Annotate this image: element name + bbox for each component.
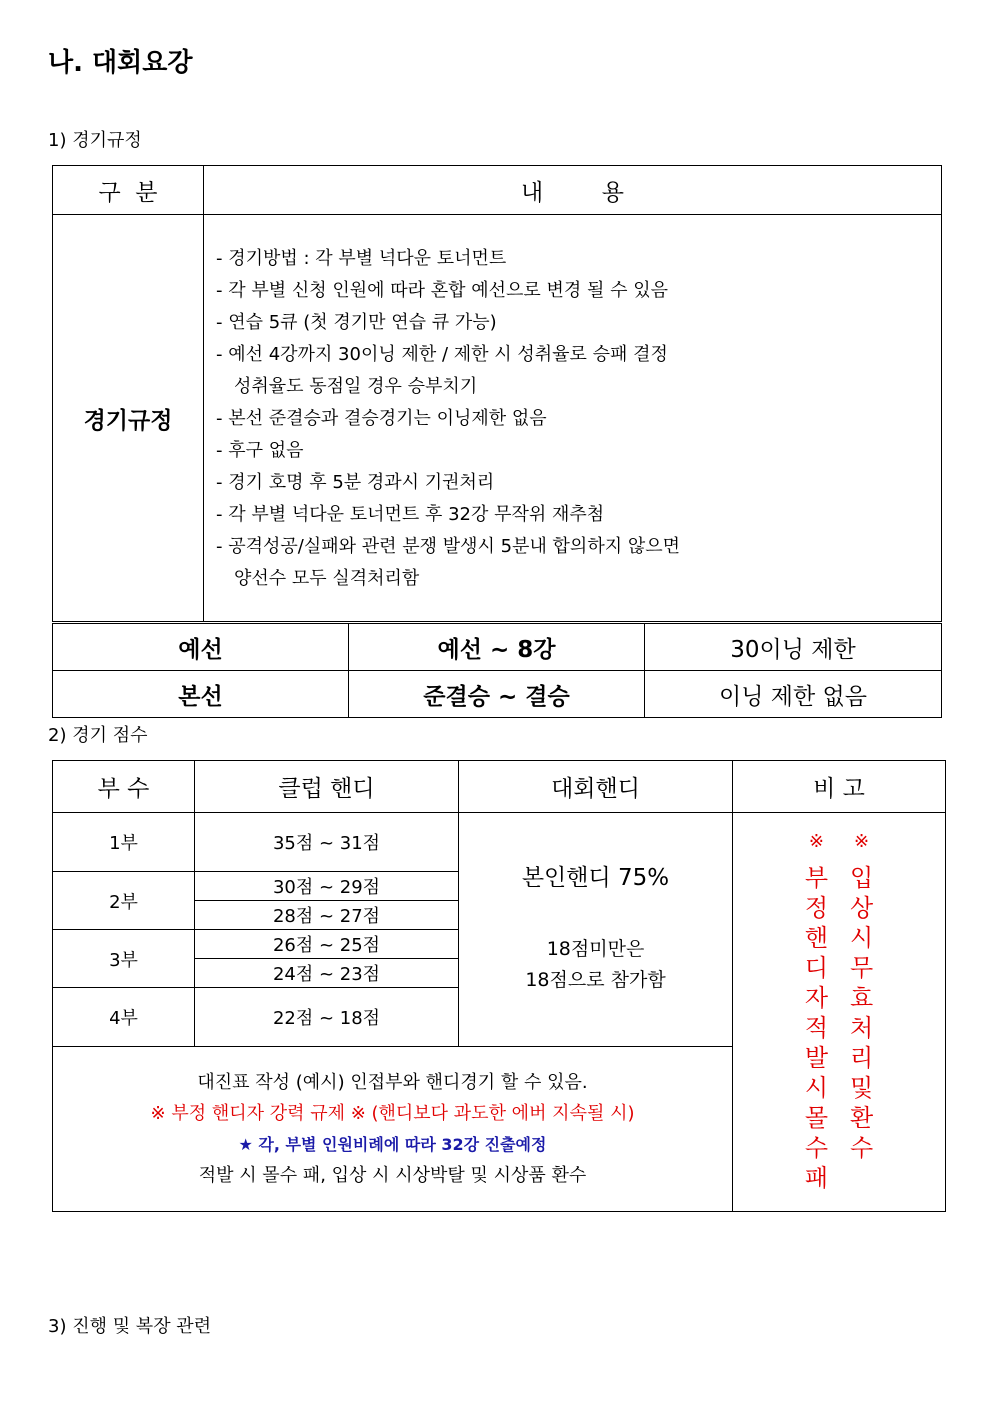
rules-list: [204, 215, 942, 622]
note-line: 대진표 작성 (예시) 인접부와 핸디경기 할 수 있음.: [197, 1072, 588, 1093]
tournament-handicap-cell: [459, 813, 733, 1047]
header-remarks: 비 고: [733, 761, 946, 813]
stage-row-main: [53, 671, 942, 718]
document-title: 나. 대회요강: [48, 48, 193, 78]
rule-item: - 경기방법 : 각 부별 넉다운 토너먼트: [216, 248, 507, 269]
handicap-range: 28점 ~ 27점: [195, 901, 459, 930]
division-2: 2부: [53, 872, 195, 930]
stage-name: 예선: [53, 624, 349, 671]
note-line: 적발 시 몰수 패, 입상 시 시상박탈 및 시상품 환수: [198, 1165, 587, 1186]
section3-heading: 3) 진행 및 복장 관련: [48, 1316, 212, 1337]
section2-heading: 2) 경기 점수: [48, 725, 148, 746]
note-highlight: ★ 각, 부별 인원비례에 따라 32강 진출예정: [238, 1135, 547, 1154]
division-1: 1부: [53, 813, 195, 872]
section1-heading: 1) 경기규정: [48, 130, 142, 151]
stage-name: 본선: [53, 671, 349, 718]
rule-item: - 공격성공/실패와 관련 분쟁 발생시 5분내 합의하지 않으면: [216, 536, 680, 557]
stage-limit: 이닝 제한 없음: [645, 671, 942, 718]
header-content: 내 용: [204, 166, 942, 215]
tournament-handicap-line2: 18점으로 참가함: [525, 969, 666, 991]
stage-table: [52, 623, 942, 718]
remark-penalty-text: ※ 부 정 핸 디 자 적 발 시 몰 수 패: [804, 831, 828, 1192]
tournament-handicap-main: 본인핸디 75%: [521, 865, 670, 891]
stage-range: 예선 ~ 8강: [349, 624, 645, 671]
rule-item: - 각 부별 넉다운 토너먼트 후 32강 무작위 재추첨: [216, 504, 605, 525]
remark-award-text: ※ 입 상 시 무 효 처 리 및 환 수: [850, 831, 874, 1162]
handicap-range: 30점 ~ 29점: [195, 872, 459, 901]
rule-item: - 경기 호명 후 5분 경과시 기권처리: [216, 472, 495, 493]
rule-item: - 연습 5큐 (첫 경기만 연습 큐 가능): [216, 312, 497, 333]
rules-row-label: 경기규정: [53, 215, 204, 622]
division-4: 4부: [53, 988, 195, 1047]
rule-item-continuation: 성취율도 동점일 경우 승부치기: [234, 376, 478, 397]
tournament-handicap-line1: 18점미만은: [546, 938, 645, 960]
header-category: 구 분: [53, 166, 204, 215]
rule-item: - 각 부별 신청 인원에 따라 혼합 예선으로 변경 될 수 있음: [216, 280, 668, 301]
rules-table-header: [53, 166, 942, 215]
handicap-range: 24점 ~ 23점: [195, 959, 459, 988]
rules-row: [53, 215, 942, 622]
stage-row-prelim: [53, 624, 942, 671]
rule-item: - 후구 없음: [216, 440, 304, 461]
notes-cell: [53, 1047, 733, 1212]
division-3: 3부: [53, 930, 195, 988]
header-tournament-handicap: 대회핸디: [459, 761, 733, 813]
stage-limit: 30이닝 제한: [645, 624, 942, 671]
score-table: [52, 760, 946, 1212]
handicap-range: 26점 ~ 25점: [195, 930, 459, 959]
handicap-range: 22점 ~ 18점: [195, 988, 459, 1047]
rule-item-continuation: 양선수 모두 실격처리함: [234, 568, 420, 589]
remarks-cell: [733, 813, 946, 1212]
handicap-range: 35점 ~ 31점: [195, 813, 459, 872]
rules-table: [52, 165, 942, 622]
stage-range: 준결승 ~ 결승: [349, 671, 645, 718]
note-warning: ※ 부정 핸디자 강력 규제 ※ (핸디보다 과도한 에버 지속될 시): [150, 1103, 635, 1124]
header-division: 부 수: [53, 761, 195, 813]
rule-item: - 본선 준결승과 결승경기는 이닝제한 없음: [216, 408, 547, 429]
header-club-handicap: 클럽 핸디: [195, 761, 459, 813]
rule-item: - 예선 4강까지 30이닝 제한 / 제한 시 성취율로 승패 결정: [216, 344, 668, 365]
score-table-header: [53, 761, 946, 813]
